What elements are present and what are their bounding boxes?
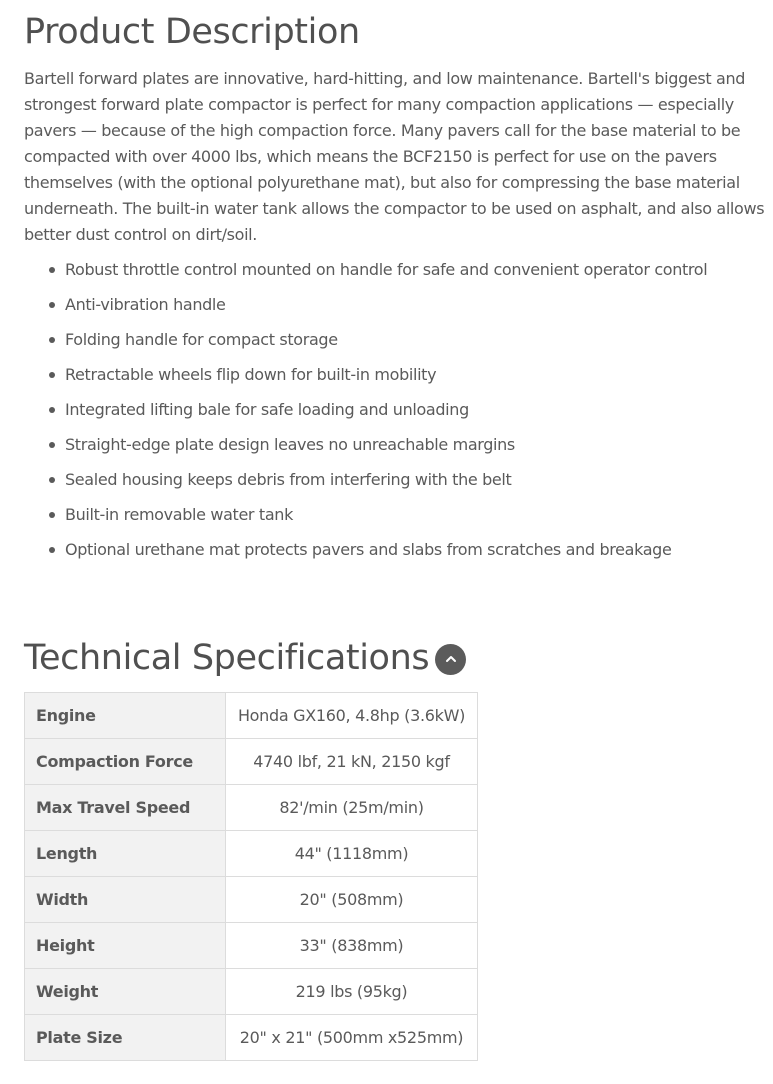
spec-label: Engine [25,693,226,739]
table-row [25,1015,478,1061]
product-description-heading: Product Description [24,12,360,52]
table-row [25,739,478,785]
spec-label: Plate Size [25,1015,226,1061]
table-row [25,923,478,969]
spec-value: Honda GX160, 4.8hp (3.6kW) [226,693,478,739]
spec-value: 219 lbs (95kg) [226,969,478,1015]
feature-item: Folding handle for compact storage [24,327,773,362]
spec-value: 20" (508mm) [226,877,478,923]
bullet-icon [49,372,55,378]
bullet-icon [49,547,55,553]
product-content [24,0,773,1061]
spec-value: 20" x 21" (500mm x525mm) [226,1015,478,1061]
feature-item: Built-in removable water tank [24,502,773,537]
feature-item: Integrated lifting bale for safe loading and unloading [24,397,773,432]
technical-specifications-heading [24,638,773,678]
product-description-paragraph: Bartell forward plates are innovative, hard-hitting, and low maintenance. Bartell's biggest and strongest forward plate compactor is perfect for many compaction applications — especially pavers — because of the high compaction force. Many pavers call for the base material to be compacted with over 4000 lbs, which means the BCF2150 is perfect for use on the pavers themselves (with the optional polyurethane mat), but also for compressing the base material underneath. The built-in water tank allows the compactor to be used on asphalt, and also allows better dust control on dirt/soil. [24,69,765,244]
table-row [25,877,478,923]
specifications-table [24,692,478,1061]
bullet-icon [49,302,55,308]
feature-item: Retractable wheels flip down for built-in mobility [24,362,773,397]
table-row [25,785,478,831]
chevron-up-icon [444,652,458,666]
spec-value: 33" (838mm) [226,923,478,969]
bullet-icon [49,267,55,273]
feature-item: Sealed housing keeps debris from interfering with the belt [24,467,773,502]
table-row [25,693,478,739]
feature-item: Robust throttle control mounted on handle for safe and convenient operator control [24,257,773,292]
bullet-icon [49,407,55,413]
feature-list [24,257,773,572]
bullet-icon [49,337,55,343]
bullet-icon [49,442,55,448]
spec-label: Width [25,877,226,923]
table-row [25,831,478,877]
bullet-icon [49,512,55,518]
spec-label: Height [25,923,226,969]
spec-label: Max Travel Speed [25,785,226,831]
feature-item: Straight-edge plate design leaves no unreachable margins [24,432,773,467]
bullet-icon [49,477,55,483]
feature-item: Optional urethane mat protects pavers and slabs from scratches and breakage [24,537,773,572]
spec-label: Compaction Force [25,739,226,785]
spec-value: 44" (1118mm) [226,831,478,877]
spec-label: Weight [25,969,226,1015]
feature-item: Anti-vibration handle [24,292,773,327]
technical-specifications-heading-text: Technical Specifications [24,638,430,678]
collapse-specs-button[interactable] [435,644,466,675]
spec-value: 4740 lbf, 21 kN, 2150 kgf [226,739,478,785]
table-row [25,969,478,1015]
spec-label: Length [25,831,226,877]
spec-value: 82'/min (25m/min) [226,785,478,831]
